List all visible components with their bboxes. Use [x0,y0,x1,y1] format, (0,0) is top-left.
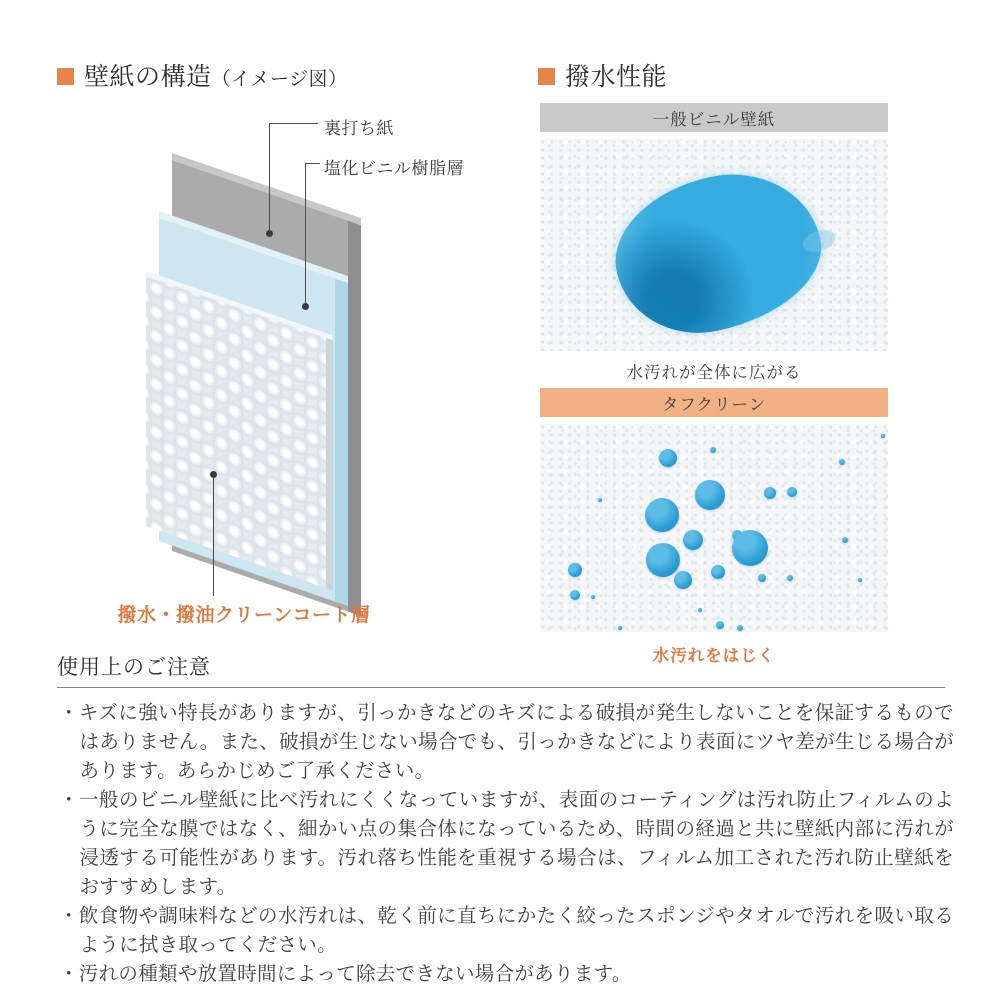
water-droplet [618,626,622,630]
leader-line-backing [269,123,270,234]
water-droplet [787,575,793,581]
water-droplet [591,595,595,599]
leader-line-vinyl-h [305,163,320,164]
leader-dot-backing [266,230,273,237]
water-droplet [646,543,680,577]
general-vinyl-header-bar [540,103,888,132]
water-droplet [695,480,725,510]
water-droplet [659,449,677,467]
vinyl-resin-label: 塩化ビニル樹脂層 [324,159,464,178]
water-droplet [716,621,724,629]
leader-line-coat [213,474,214,596]
water-droplet [737,625,743,631]
performance-title: 撥水性能 [565,63,668,91]
general-vinyl-header-label: 一般ビニル壁紙 [652,110,776,129]
note-item: ・キズに強い特長がありますが、引っかきなどのキズによる破損が発生しないことを保証するものではありません。また、破損が生じない場合でも、引っかきなどにより表面にツヤ差が生じる場合があります。あらかじめご了承ください。 [59,702,954,782]
general-vinyl-caption: 水汚れが全体に広がる [626,364,802,382]
wallpaper-layers-diagram [0,0,500,660]
clean-coat-label: 撥水・撥油クリーンコート層 [117,605,371,626]
notes-divider [57,687,945,688]
water-droplet [787,487,797,497]
water-droplet [711,565,725,579]
water-droplet [568,563,582,577]
clean-coat-layer-side [326,338,333,590]
leader-line-backing-h [269,123,318,124]
water-droplet [570,590,580,600]
general-vinyl-photo [540,139,888,351]
water-droplet [842,537,848,543]
water-droplet [839,459,845,465]
water-droplet [881,434,885,438]
tough-photo [540,424,888,632]
backing-paper-layer-side [348,221,361,616]
tough-clean-caption: 水汚れをはじく [652,647,776,665]
leader-dot-vinyl [302,303,309,310]
tough-clean-header-label: タフクリーン [661,395,767,414]
note-item: ・飲食物や調味料などの水汚れは、乾く前に直ちにかたく絞ったスポンジやタオルで汚れを吸い取るように拭き取ってください。 [59,905,954,956]
water-droplet [683,530,703,550]
orange-square-icon [538,68,555,85]
water-droplet [698,608,702,612]
leader-dot-coat [210,471,217,478]
water-droplet [764,487,776,499]
performance-section-header [538,57,667,93]
backing-paper-label: 裏打ち紙 [324,119,394,138]
water-droplet [732,530,768,566]
note-item: ・汚れの種類や放置時間によって除去できない場合があります。 [59,963,632,985]
water-droplet [598,498,602,502]
note-item: ・一般のビニル壁紙に比べ汚れにくくなっていますが、表面のコーティングは汚れ防止フィルムのように完全な膜ではなく、細かい点の集合体になっているため、時間の経過と共に壁紙内部に汚れが浸透する可能性があります。汚れ落ち性能を重視する場合は、フィルム加工された汚れ防止壁紙をおすすめします。 [59,789,954,898]
vinyl-resin-layer-side [335,279,348,606]
leader-line-vinyl [305,163,306,306]
tough-clean-header-bar [540,388,888,417]
water-droplet [645,498,679,532]
water-droplet [674,571,692,589]
structure-title-suffix: （イメージ図） [211,69,348,90]
water-droplet [858,578,862,582]
structure-title-main: 壁紙の構造 [84,63,212,91]
water-droplet [710,447,716,453]
water-droplet [758,574,766,582]
water-stain-blob [601,157,834,349]
notes-title: 使用上のご注意 [57,656,211,679]
notes-list [59,699,954,989]
